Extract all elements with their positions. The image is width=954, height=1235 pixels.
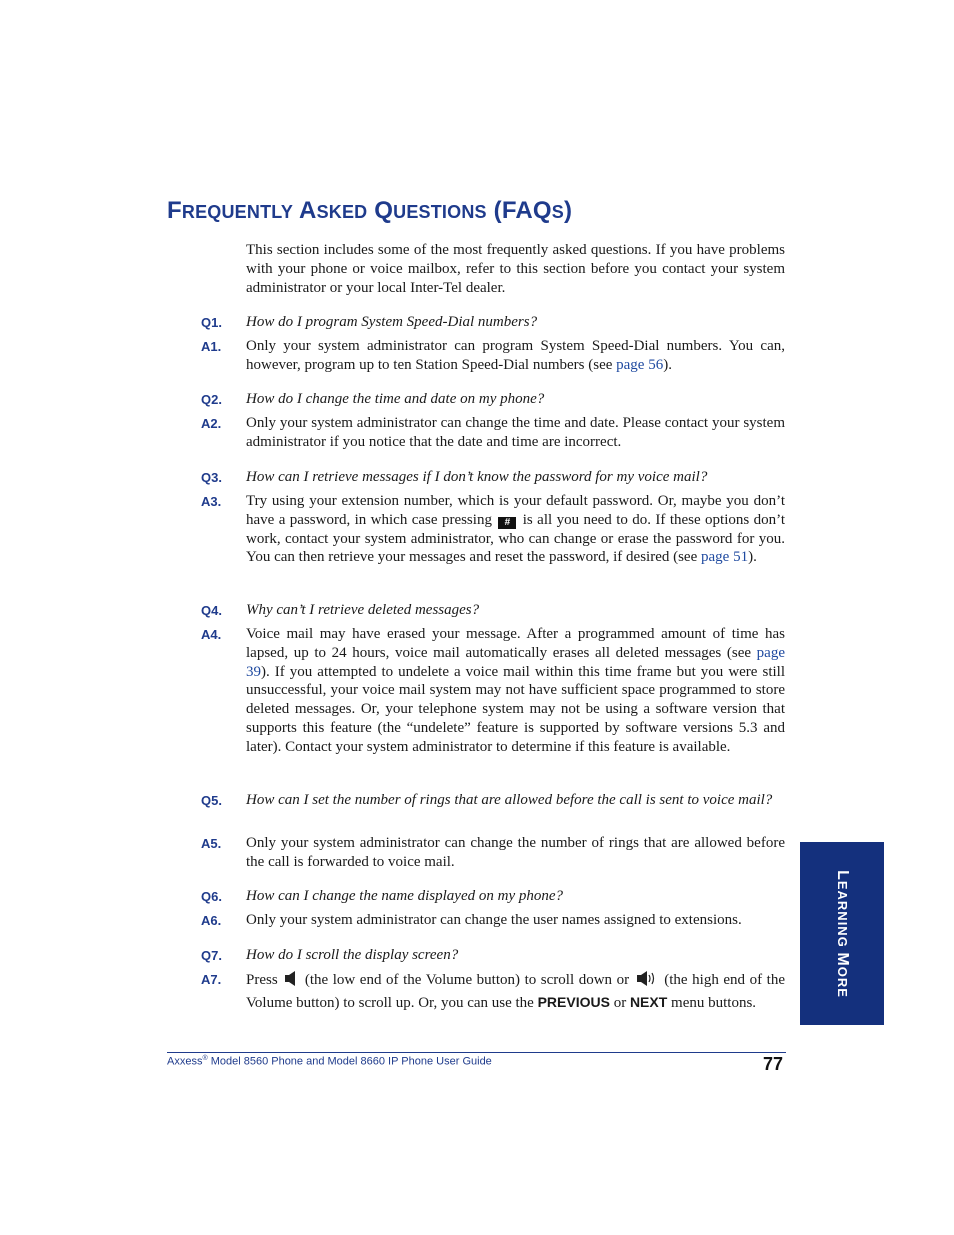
q2-label: Q2. [201, 392, 222, 407]
q6-text: How can I change the name displayed on my phone? [246, 888, 564, 904]
q4-text: Why can’t I retrieve deleted messages? [246, 602, 480, 618]
a1-text: Only your system administrator can program System Speed-Dial numbers. You can, however, program up to ten Station Speed-Dial numbers (see page 56). [246, 338, 785, 373]
footer-divider [167, 1052, 786, 1053]
intro-paragraph: This section includes some of the most frequently asked questions. If you have problems with your phone or voice mailbox, refer to this section before you contact your system administrator or your local Inter-Tel dealer. [246, 242, 785, 296]
q7-text: How do I scroll the display screen? [246, 947, 459, 963]
q3-text: How can I retrieve messages if I don’t know the password for my voice mail? [246, 469, 708, 485]
section-side-tab [800, 842, 884, 1025]
q5-text: How can I set the number of rings that are allowed before the call is sent to voice mail? [246, 792, 773, 808]
a4-text: Voice mail may have erased your message. After a programmed amount of time has lapsed, up to 24 hours, voice mail automatically erases all deleted messages (see page 39). If you attempted to undelete a voice mail within this time frame but you were still unsuccessful, your voice mail system may not have sufficient space programmed to store deleted messages. Or, your telephone system may not be using a software version that supports this feature (the “undelete” feature is supported by software versions 5.3 and later). Contact your system administrator to determine if this feature is available. [246, 626, 785, 755]
a3-text: Try using your extension number, which is your default password. Or, maybe you don’t have a password, in which case pressing # is all you need to do. If these options don’t work, contact your system administrator, who can change or erase the password for you. You can then retrieve your messages and reset the password, if desired (see page 51). [246, 493, 786, 566]
a2-label: A2. [201, 416, 222, 431]
speaker-low-icon [284, 970, 298, 993]
side-tab-label: LEARNING MORE [834, 870, 851, 998]
page-39-link[interactable]: page 39 [246, 644, 785, 680]
a4-label: A4. [201, 627, 222, 642]
a6-text: Only your system administrator can change the user names assigned to extensions. [246, 912, 742, 928]
q2-text: How do I change the time and date on my phone? [246, 391, 545, 407]
a7-text: Press (the low end of the Volume button) to scroll down or (the high end of the Volume button) to scroll up. Or, you can use the PREVIOUS or NEXT menu buttons. [246, 972, 786, 1011]
next-button-name: NEXT [629, 993, 668, 1010]
q3-label: Q3. [201, 470, 222, 485]
pound-key-icon: # [498, 517, 516, 529]
q6-label: Q6. [201, 889, 222, 904]
q7-label: Q7. [201, 948, 222, 963]
page-title: FREQUENTLY ASKED QUESTIONS (FAQS) [167, 197, 573, 224]
q4-label: Q4. [201, 603, 222, 618]
a1-label: A1. [201, 339, 222, 354]
a6-label: A6. [201, 913, 222, 928]
a3-label: A3. [201, 494, 222, 509]
footer-guide-title: Axxess® Model 8560 Phone and Model 8660 IP Phone User Guide [167, 1055, 492, 1068]
q1-text: How do I program System Speed-Dial numbers? [246, 314, 538, 330]
q1-label: Q1. [201, 315, 222, 330]
page-51-link[interactable]: page 51 [701, 549, 749, 566]
a2-text: Only your system administrator can change the time and date. Please contact your system administrator if you notice that the date and time are incorrect. [246, 415, 785, 450]
q5-label: Q5. [201, 793, 222, 808]
page-number: 77 [762, 1054, 783, 1074]
speaker-high-icon [636, 970, 658, 993]
page-56-link[interactable]: page 56 [616, 356, 664, 373]
a5-label: A5. [201, 836, 222, 851]
a5-text: Only your system administrator can change the number of rings that are allowed before the call is forwarded to voice mail. [246, 835, 785, 870]
a7-label: A7. [201, 972, 222, 987]
previous-button-name: PREVIOUS [537, 993, 610, 1010]
